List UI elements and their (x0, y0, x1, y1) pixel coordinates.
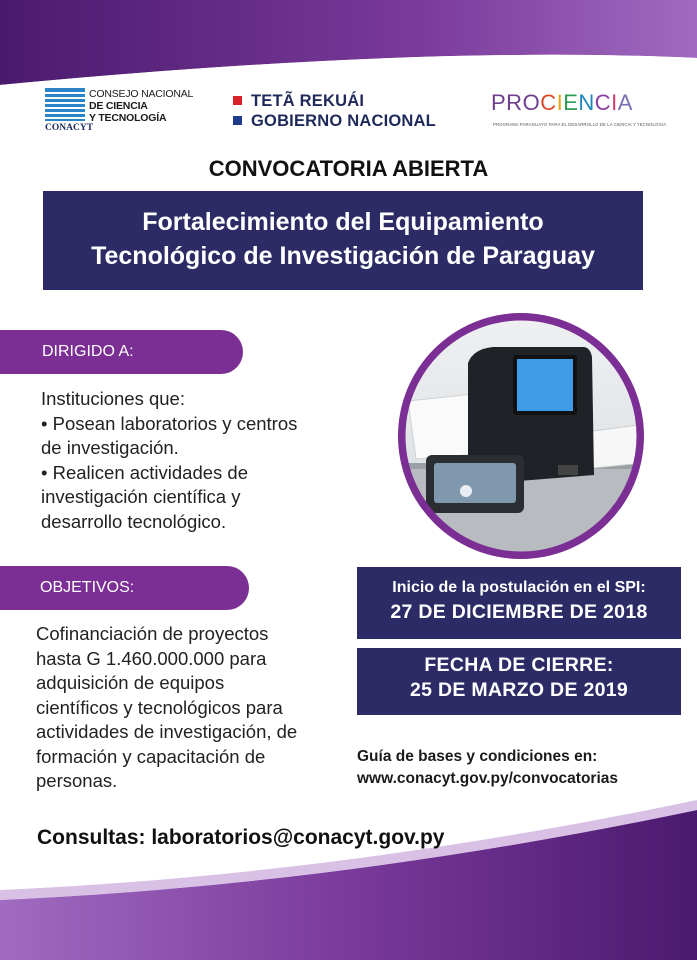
objetivos-line: adquisición de equipos (36, 672, 225, 693)
title-box (43, 191, 643, 290)
conacyt-abbreviation: CONACYT (45, 123, 94, 133)
title-line-2: Tecnológico de Investigación de Paraguay (91, 242, 595, 270)
prociencia-letter: O (522, 90, 541, 115)
dirigido-label: DIRIGIDO A: (0, 330, 243, 374)
title-line-1: Fortalecimiento del Equipamiento (142, 208, 544, 236)
prociencia-subtitle: PROGRAMA PARAGUAYO PARA EL DESARROLLO DE LA CIENCIA Y TECNOLOGÍA (493, 122, 667, 127)
dirigido-line: • Realicen actividades de (41, 461, 249, 483)
dirigido-line: de investigación. (41, 437, 179, 458)
gobierno-nacional-logo (233, 92, 463, 132)
gobierno-line-1: TETÃ REKUÁI (251, 92, 365, 110)
prociencia-letter: I (611, 90, 618, 115)
objetivos-label: OBJETIVOS: (0, 566, 249, 610)
inicio-box (357, 567, 681, 639)
objetivos-line: formación y capacitación de (36, 745, 266, 767)
prociencia-letter: C (540, 90, 557, 115)
consultas-email[interactable]: Consultas: laboratorios@conacyt.gov.py (37, 826, 445, 849)
gobierno-line-2: GOBIERNO NACIONAL (251, 112, 436, 130)
conacyt-logo (45, 88, 215, 136)
guia-text (357, 746, 687, 790)
prociencia-wordmark (491, 90, 633, 116)
equipment-photo (398, 313, 644, 559)
gobierno-line-1-row (233, 92, 463, 110)
cierre-label: FECHA DE CIERRE: (424, 654, 614, 676)
conacyt-name (89, 88, 193, 124)
bottom-decorative-band (0, 790, 697, 960)
prociencia-letter: PR (491, 90, 523, 115)
dirigido-line: desarrollo tecnológico. (41, 510, 227, 532)
conacyt-line-3: Y TECNOLOGÍA (89, 112, 167, 124)
dirigido-line: Instituciones que: (41, 388, 185, 409)
prociencia-letter: A (617, 90, 633, 115)
guia-url[interactable]: www.conacyt.gov.py/convocatorias (357, 770, 618, 787)
conacyt-line-2: DE CIENCIA (89, 100, 148, 112)
objetivos-line: científicos y tecnológicos para (36, 696, 283, 718)
red-square-icon (233, 96, 242, 105)
gobierno-line-2-row (233, 112, 463, 130)
blue-square-icon (233, 116, 242, 125)
dirigido-line: investigación científica y (41, 486, 241, 507)
inicio-date: 27 DE DICIEMBRE DE 2018 (390, 601, 648, 623)
prociencia-letter: N (578, 90, 595, 115)
objetivos-text (36, 622, 336, 794)
cierre-box (357, 648, 681, 715)
inicio-label: Inicio de la postulación en el SPI: (392, 579, 646, 596)
prociencia-letter: C (594, 90, 612, 115)
prociencia-logo (491, 88, 667, 134)
dirigido-text (41, 387, 341, 534)
headline: CONVOCATORIA ABIERTA (208, 156, 489, 181)
objetivos-line: personas. (36, 770, 118, 791)
prociencia-letter: E (563, 90, 579, 115)
objetivos-line: hasta G 1.460.000.000 para (36, 647, 267, 669)
objetivos-line: actividades de investigación, de (36, 721, 298, 742)
prociencia-letter: I (556, 90, 564, 115)
objetivos-line: Cofinanciación de proyectos (36, 623, 269, 644)
conacyt-line-1: CONSEJO NACIONAL (89, 88, 194, 100)
dirigido-line: • Posean laboratorios y centros (41, 412, 298, 434)
guia-line-1: Guía de bases y condiciones en: (357, 748, 598, 765)
cierre-date: 25 DE MARZO DE 2019 (409, 679, 629, 701)
